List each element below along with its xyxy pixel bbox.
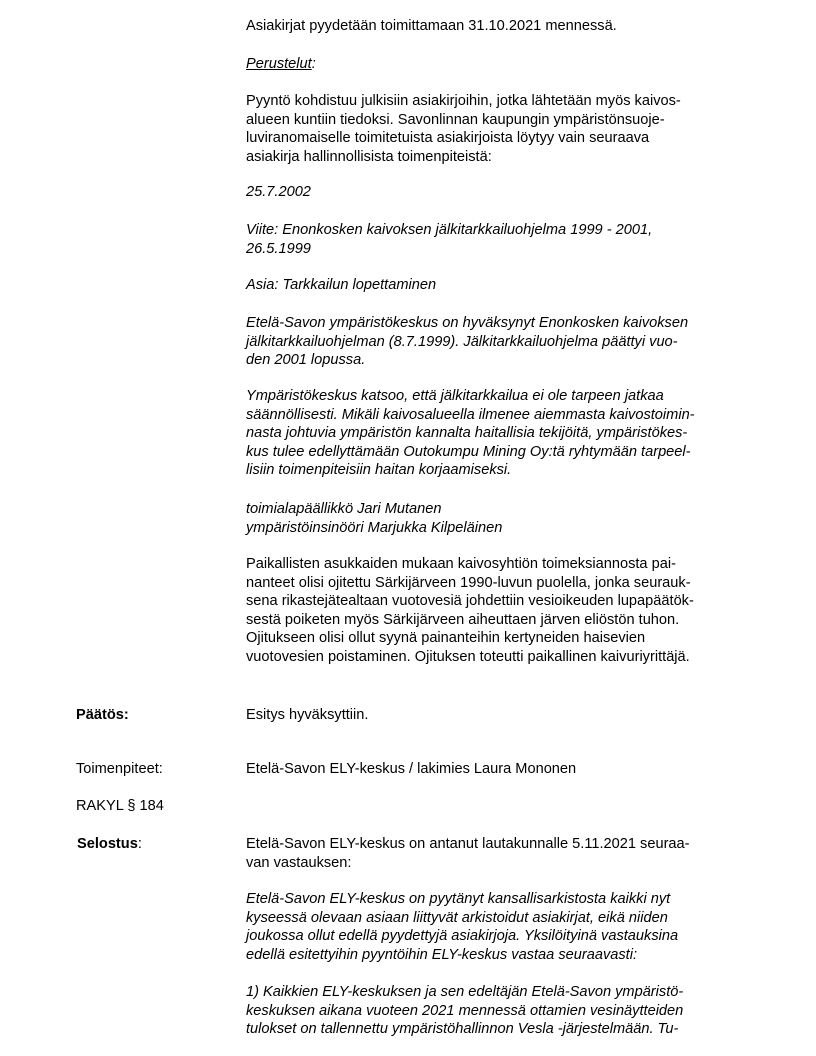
- selostus-line: van vastauksen:: [246, 854, 352, 871]
- residents-line: sestä poiketen myös Särkijärveen aiheuttaen järven eliöstön tuhon.: [246, 611, 680, 628]
- deadline-text: Asiakirjat pyydetään toimittamaan 31.10.2021 mennessä.: [246, 18, 617, 34]
- quoted-line: lisiin toimenpiteisiin haitan korjaamiseksi.: [246, 462, 512, 479]
- quoted-line: säännöllisesti. Mikäli kaivosalueella ilmenee aiemmasta kaivostoimin-: [246, 406, 695, 423]
- residents-line: vuotovesien poistaminen. Ojituksen toteutti paikallinen kaivuriyrittäjä.: [246, 648, 690, 665]
- ely-quote-line: tulokset on tallennettu ympäristöhallinnon Vesla -järjestelmään. Tu-: [246, 1021, 679, 1038]
- residents-line: nanteet olisi ojitettu Särkijärveen 1990-luvun puolella, jonka seurauk-: [246, 574, 691, 591]
- perustelut-heading-colon: :: [311, 56, 316, 72]
- selostus-label: Selostus:: [77, 836, 142, 852]
- residents-line: Ojitukseen olisi ollut syynä painanteihin kertyneiden haisevien: [246, 630, 646, 647]
- quoted-line: Ympäristökeskus katsoo, että jälkitarkkailua ei ole tarpeen jatkaa: [246, 388, 664, 404]
- ely-quote-line: kyseessä olevaan asiaan liittyvät arkistoidut asiakirjat, eikä niiden: [246, 909, 668, 926]
- quoted-signatures: [246, 500, 746, 537]
- quoted-line: Etelä-Savon ympäristökeskus on hyväksynyt Enonkosken kaivoksen: [246, 315, 689, 331]
- perustelut-heading: [246, 55, 746, 74]
- residents-line: Paikallisten asukkaiden mukaan kaivosyhtiön toimeksiannosta pai-: [246, 556, 676, 572]
- quoted-date: 25.7.2002: [246, 184, 311, 200]
- ely-quote-line: joukossa ollut edellä pyydettyjä asiakirjoja. Yksilöityinä vastauksina: [246, 928, 679, 945]
- ely-quote-line: edellä esitettyihin pyyntöihin ELY-keskus vastaa seuraavasti:: [246, 946, 638, 963]
- selostus-intro: [246, 835, 746, 872]
- ely-quote-line: keskuksen aikana vuoteen 2021 mennessä ottamien vesinäytteiden: [246, 1002, 684, 1019]
- quoted-line: kus tulee edellyttämään Outokumpu Mining Oy:tä ryhtymään tarpeel-: [246, 443, 691, 460]
- perustelut-heading-text: Perustelut: [246, 56, 312, 72]
- quoted-reference: [246, 221, 746, 258]
- quoted-paragraph-2: [246, 387, 746, 480]
- request-line: luviranomaiselle toimitetuista asiakirjoista löytyy vain seuraava: [246, 130, 650, 147]
- reference-line: Viite: Enonkosken kaivoksen jälkitarkkailuohjelma 1999 - 2001,: [246, 222, 653, 238]
- quoted-line: jälkitarkkailuohjelman (8.7.1999). Jälkitarkkailuohjelma päättyi vuo-: [246, 333, 678, 350]
- request-paragraph: [246, 92, 746, 166]
- quoted-line: den 2001 lopussa.: [246, 352, 366, 369]
- request-line: asiakirja hallinnollisista toimenpiteistä:: [246, 148, 492, 165]
- selostus-line: Etelä-Savon ELY-keskus on antanut lautakunnalle 5.11.2021 seuraa-: [246, 836, 690, 852]
- decision-label: Päätös:: [76, 707, 129, 723]
- quoted-paragraph-1: [246, 314, 746, 370]
- request-line: alueen kuntiin tiedoksi. Savonlinnan kaupungin ympäristönsuoje-: [246, 111, 665, 128]
- signature-line: toimialapäällikkö Jari Mutanen: [246, 501, 442, 517]
- rakyl-section-label: RAKYL § 184: [76, 798, 164, 814]
- request-line: Pyyntö kohdistuu julkisiin asiakirjoihin, jotka lähtetään myös kaivos-: [246, 93, 681, 109]
- reference-line: 26.5.1999: [246, 240, 311, 257]
- ely-quote-paragraph-1: [246, 890, 746, 964]
- actions-value: Etelä-Savon ELY-keskus / lakimies Laura Mononen: [246, 761, 577, 777]
- residents-line: sena rikastejätealtaan vuotovesiä johdettiin vesioikeuden lupapäätök-: [246, 593, 694, 610]
- actions-label: Toimenpiteet:: [76, 761, 163, 777]
- ely-quote-line: 1) Kaikkien ELY-keskuksen ja sen edeltäjän Etelä-Savon ympäristö-: [246, 984, 684, 1000]
- residents-paragraph: [246, 555, 746, 667]
- quoted-subject: Asia: Tarkkailun lopettaminen: [246, 277, 437, 293]
- signature-line: ympäristöinsinööri Marjukka Kilpeläinen: [246, 519, 503, 536]
- ely-quote-paragraph-2: [246, 983, 746, 1039]
- decision-value: Esitys hyväksyttiin.: [246, 707, 369, 723]
- ely-quote-line: Etelä-Savon ELY-keskus on pyytänyt kansallisarkistosta kaikki nyt: [246, 891, 671, 907]
- quoted-line: nasta johtuvia ympäristön kannalta haitallisia tekijöitä, ympäristökes-: [246, 425, 688, 442]
